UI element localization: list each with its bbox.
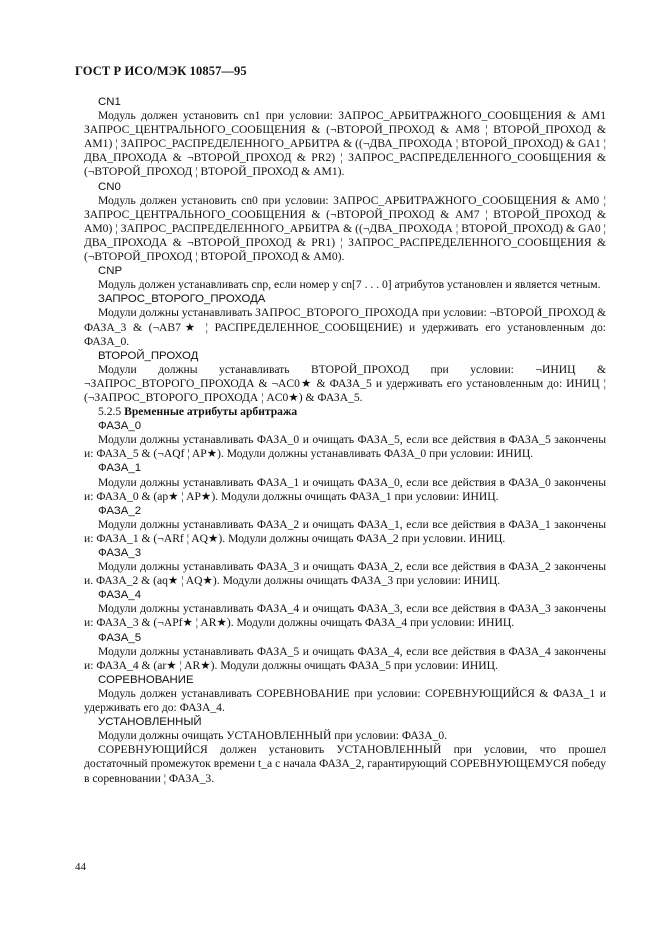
paragraph: Модуль должен установить cn1 при условии: ЗАПРОС_АРБИТРАЖНОГО_СООБЩЕНИЯ & AM1 ЗАПРОС_ЦЕНТРАЛЬНОГО_СООБЩЕНИЯ & (¬ВТОРОЙ_ПРОХОД & AM8 ¦ ВТОРОЙ_ПРОХОД & AM1) ¦ ЗАПРОС_РАСПРЕДЕЛЕННОГО_АРБИТРА & ((¬ДВА_ПРОХОДА ¦ ВТОРОЙ_ПРОХОД) & GA1 ¦ ДВА_ПРОХОДА & ¬ВТОРОЙ_ПРОХОД & PR2) ¦ ЗАПРОС_РАСПРЕДЕЛЕННОГО_СООБЩЕНИЯ & (¬ВТОРОЙ_ПРОХОД ¦ ВТОРОЙ_ПРОХОД & AM1). — [84, 109, 606, 179]
section-heading — [98, 405, 606, 419]
paragraph: Модуль должен установить cn0 при условии: ЗАПРОС_АРБИТРАЖНОГО_СООБЩЕНИЯ & AM0 ¦ ЗАПРОС_ЦЕНТРАЛЬНОГО_СООБЩЕНИЯ & (¬ВТОРОЙ_ПРОХОД & AM7 ¦ ВТОРОЙ_ПРОХОД & AM0) ¦ ЗАПРОС_РАСПРЕДЕЛЕННОГО_АРБИТРА & ((¬ДВА_ПРОХОДА ¦ ВТОРОЙ_ПРОХОД) & GA0 ¦ ДВА_ПРОХОДА & ¬ВТОРОЙ_ПРОХОД & PR1) ¦ ЗАПРОС_РАСПРЕДЕЛЕННОГО_СООБЩЕНИЯ & (¬ВТОРОЙ_ПРОХОД ¦ ВТОРОЙ_ПРОХОД & AM0). — [84, 193, 606, 264]
paragraph: СОРЕВНУЮЩИЙСЯ должен установить УСТАНОВЛЕННЫЙ при условии, что прошел достаточный промежуток времени t_a с начала ФАЗА_2, гарантирующий СОРЕВНУЮЩЕМУСЯ победу в соревновании ¦ ФАЗА_3. — [84, 743, 606, 785]
document-body — [84, 95, 606, 786]
attribute-heading: ФАЗА_3 — [98, 547, 142, 559]
paragraph: Модуль должен устанавливать СОРЕВНОВАНИЕ при условии: СОРЕВНУЮЩИЙСЯ & ФАЗА_1 и удерживать его до: ФАЗА_4. — [84, 686, 606, 715]
paragraph: Модули должны устанавливать ФАЗА_4 и очищать ФАЗА_3, если все действия в ФАЗА_3 закончены и: ФАЗА_3 & (¬APf★ ¦ AR★). Модули должны очищать ФАЗА_4 при условии: ИНИЦ. — [84, 602, 606, 630]
attribute-heading: ФАЗА_1 — [98, 462, 142, 475]
paragraph: Модули должны устанавливать ФАЗА_3 и очищать ФАЗА_2, если все действия в ФАЗА_2 закончены и. ФАЗА_2 & (aq★ ¦ AQ★). Модули должны очищать ФАЗА_3 при условии: ИНИЦ. — [84, 560, 606, 588]
attribute-heading: СОРЕВНОВАНИЕ — [98, 673, 194, 686]
document-header: ГОСТ Р ИСО/МЭК 10857—95 — [75, 64, 247, 78]
section-title: Временные атрибуты арбитража — [124, 405, 298, 419]
attribute-heading: ЗАПРОС_ВТОРОГО_ПРОХОДА — [98, 293, 266, 306]
attribute-heading: CN1 — [98, 96, 121, 108]
attribute-heading: ФАЗА_5 — [98, 631, 142, 644]
attribute-heading: ФАЗА_2 — [98, 504, 142, 517]
paragraph: Модули должны устанавливать ФАЗА_1 и очищать ФАЗА_0, если все действия в ФАЗА_0 закончены и: ФАЗА_0 & (ap★ ¦ AP★). Модули должны очищать ФАЗА_1 при условии: ИНИЦ. — [84, 475, 606, 503]
attribute-heading: ВТОРОЙ_ПРОХОД — [98, 349, 199, 362]
paragraph: Модули должны очищать УСТАНОВЛЕННЫЙ при условии: ФАЗА_0. — [98, 729, 448, 743]
attribute-heading: CN0 — [98, 180, 121, 193]
paragraph: Модули должны устанавливать ВТОРОЙ_ПРОХОД при условии: ¬ИНИЦ & ¬ЗАПРОС_ВТОРОГО_ПРОХОДА & ¬AC0★ & ФАЗА_5 и удерживать его установленным до: ИНИЦ ¦ (¬ЗАПРОС_ВТОРОГО_ПРОХОДА ¦ AC0★) & ФАЗА_5. — [84, 362, 606, 404]
paragraph: Модули должны устанавливать ЗАПРОС_ВТОРОГО_ПРОХОДА при условии: ¬ВТОРОЙ_ПРОХОД & ФАЗА_3 & (¬AB7★ ¦ РАСПРЕДЕЛЕННОЕ_СООБЩЕНИЕ) и удерживать его установленным до: ФАЗА_0. — [84, 306, 606, 348]
paragraph: Модули должны устанавливать ФАЗА_5 и очищать ФАЗА_4, если все действия в ФАЗА_4 закончены и: ФАЗА_4 & (ar★ ¦ AR★). Модули должны очищать ФАЗА_5 при условии: ИНИЦ. — [84, 644, 606, 672]
paragraph: Модули должны устанавливать ФАЗА_0 и очищать ФАЗА_5, если все действия в ФАЗА_5 закончены и: ФАЗА_5 & (¬AQf ¦ AP★). Модули должны устанавливать ФАЗА_0 при условии: ИНИЦ. — [84, 433, 606, 461]
attribute-heading: ФАЗА_4 — [98, 589, 142, 602]
section-number: 5.2.5 — [98, 405, 122, 419]
paragraph: Модули должны устанавливать ФАЗА_2 и очищать ФАЗА_1, если все действия в ФАЗА_1 закончены и: ФАЗА_1 & (¬ARf ¦ AQ★). Модули должны очищать ФАЗА_2 при условии. ИНИЦ. — [84, 517, 606, 545]
paragraph: Модуль должен устанавливать cnp, если номер у cn[7 . . . 0] атрибутов установлен и является четным. — [98, 278, 601, 292]
attribute-heading: CNP — [98, 265, 123, 278]
attribute-heading: ФАЗА_0 — [98, 420, 142, 433]
page-number: 44 — [75, 861, 86, 873]
attribute-heading: УСТАНОВЛЕННЫЙ — [98, 716, 202, 729]
